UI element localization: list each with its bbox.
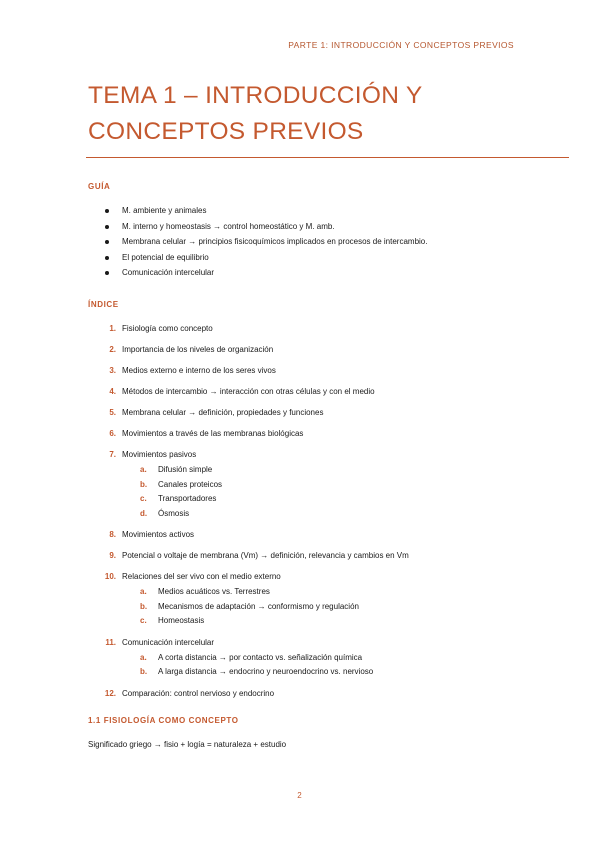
toc-item: 8. Movimientos activos (109, 530, 195, 539)
toc-item: 4. Métodos de intercambio → interacción con otras células y con el medio (109, 387, 375, 396)
bullet-icon (105, 225, 109, 229)
toc-subitem: b. A larga distancia → endocrino y neuroendocrino vs. nervioso (140, 667, 374, 676)
toc-item: 12. Comparación: control nervioso y endocrino (104, 688, 275, 698)
toc-subitem: a. A corta distancia → por contacto vs. señalización química (140, 652, 363, 662)
page-title (88, 78, 423, 150)
bullet-icon (105, 240, 109, 244)
bullet-icon (105, 271, 109, 275)
guia-item: M. ambiente y animales (105, 203, 427, 219)
guia-item: Comunicación intercelular (105, 265, 427, 281)
toc-item: 10. Relaciones del ser vivo con el medio externo a. Medios acuáticos vs. Terrestres b. Mecanismos de adaptación → conformismo y regulación c. Homeostasis (100, 570, 409, 629)
toc-sublist (100, 651, 409, 680)
toc-subitem: c. Homeostasis (140, 616, 205, 625)
toc-item: 11. Comunicación intercelular a. A corta distancia → por contacto vs. señalización química b. A larga distancia → endocrino y neuroendocrino vs. nervioso (100, 636, 409, 680)
toc-item: 5. Membrana celular → definición, propiedades y funciones (109, 408, 324, 417)
title-line-1: TEMA 1 – INTRODUCCIÓN Y (88, 82, 423, 109)
toc-subitem: a. Medios acuáticos vs. Terrestres (140, 587, 270, 596)
bullet-icon (105, 209, 109, 213)
toc-subitem: c. Transportadores (140, 494, 217, 503)
toc-item: 1. Fisiología como concepto (109, 324, 213, 333)
table-of-contents (100, 322, 409, 700)
toc-item: 2. Importancia de los niveles de organización (109, 345, 274, 354)
title-divider (86, 157, 569, 158)
indice-heading: ÍNDICE (88, 300, 119, 309)
toc-item: 9. Potencial o voltaje de membrana (Vm) → definición, relevancia y cambios en Vm (109, 551, 409, 560)
toc-subitem: d. Ósmosis (140, 508, 190, 518)
toc-item: 7. Movimientos pasivos a. Difusión simple b. Canales proteicos c. Transportadores d. Ósmosis (100, 448, 409, 521)
toc-subitem: b. Mecanismos de adaptación → conformismo y regulación (140, 601, 359, 611)
guia-item: El potencial de equilibrio (105, 250, 427, 266)
section-heading: 1.1 FISIOLOGÍA COMO CONCEPTO (88, 716, 239, 725)
guia-list (105, 203, 427, 281)
title-line-2: CONCEPTOS PREVIOS (88, 118, 364, 145)
bullet-icon (105, 256, 109, 260)
toc-sublist (100, 463, 409, 521)
toc-item: 3. Medios externo e interno de los seres vivos (109, 366, 276, 375)
running-header: PARTE 1: INTRODUCCIÓN Y CONCEPTOS PREVIOS (288, 40, 514, 50)
toc-subitem: b. Canales proteicos (140, 479, 223, 489)
page-number: 2 (297, 791, 302, 800)
body-paragraph: Significado griego → fisio + logía = naturaleza + estudio (88, 740, 287, 749)
toc-sublist (100, 585, 409, 629)
toc-item: 6. Movimientos a través de las membranas biológicas (109, 429, 304, 438)
guia-item: M. interno y homeostasis → control homeostático y M. amb. (105, 219, 427, 235)
toc-subitem: a. Difusión simple (140, 465, 213, 474)
guia-heading: GUÍA (88, 182, 111, 191)
guia-item: Membrana celular → principios fisicoquímicos implicados en procesos de intercambio. (105, 234, 427, 250)
